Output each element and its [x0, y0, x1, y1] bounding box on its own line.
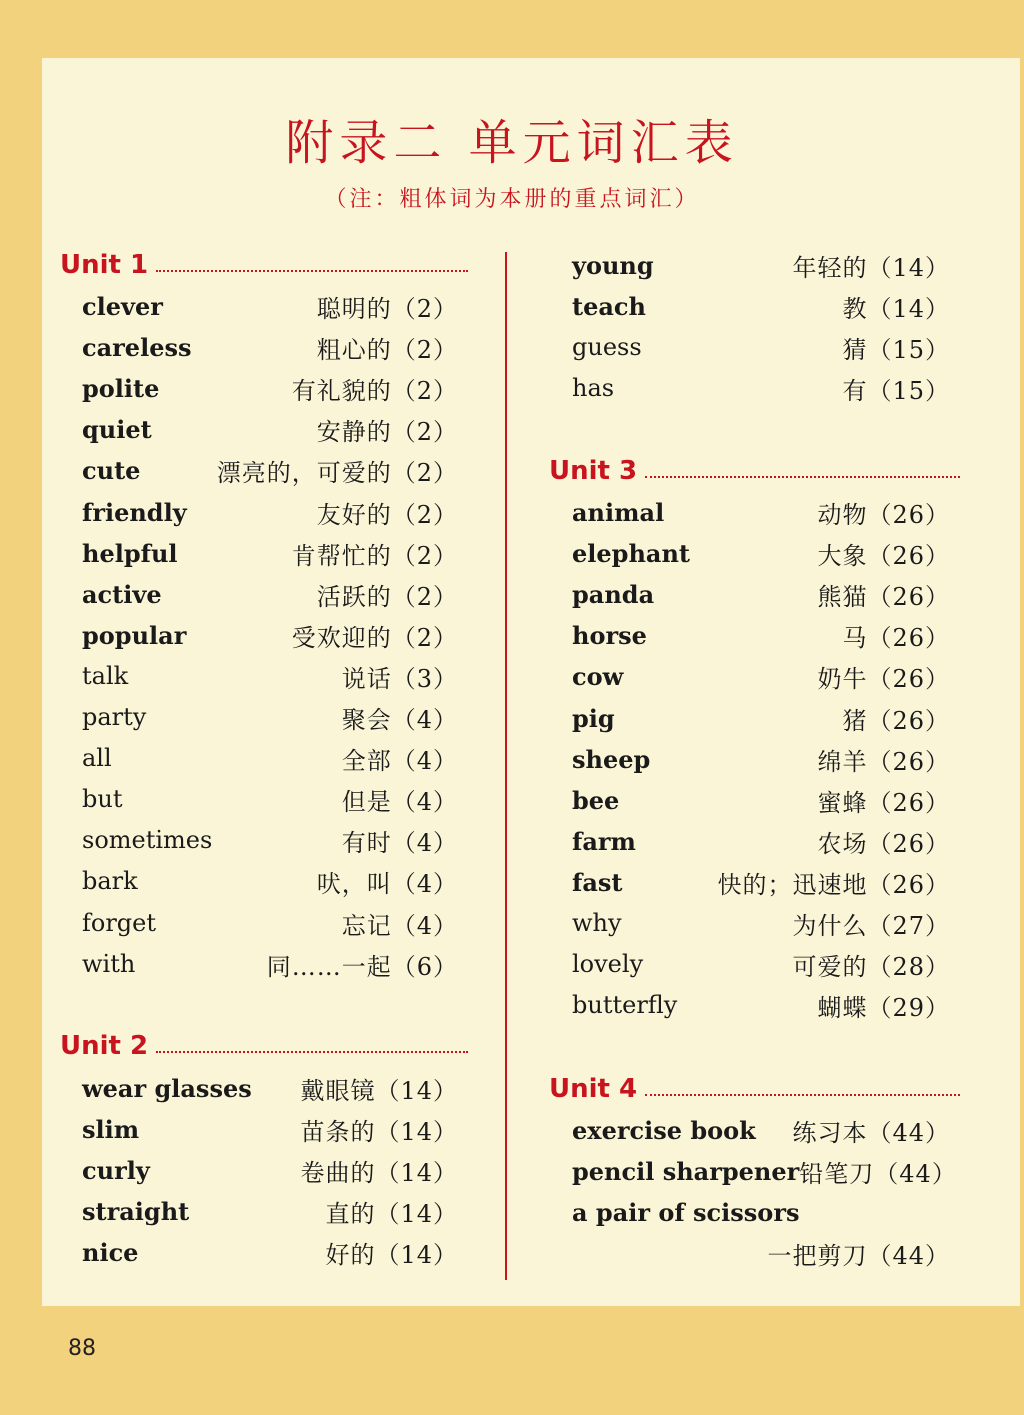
- english-word: guess: [572, 333, 642, 361]
- chinese-meaning: 农场（26）: [817, 829, 950, 858]
- chinese-meaning: 年轻的（14）: [792, 253, 950, 282]
- chinese-meaning: 大象（26）: [817, 541, 950, 570]
- vocab-row-popular: [82, 615, 458, 655]
- vocab-row-exercise-book: [572, 1110, 950, 1150]
- vocab-row-all: [82, 738, 458, 778]
- english-word: but: [82, 785, 123, 813]
- unit-label: Unit 1: [60, 250, 149, 280]
- chinese-meaning: 快的；迅速地（26）: [717, 870, 950, 899]
- chinese-meaning: 全部（4）: [341, 746, 458, 775]
- chinese-meaning: 可爱的（28）: [792, 952, 950, 981]
- vocab-row-careless: [82, 327, 458, 367]
- chinese-meaning: 为什么（27）: [792, 911, 950, 940]
- english-word: bee: [572, 785, 620, 815]
- chinese-meaning: 聚会（4）: [341, 705, 458, 734]
- vocab-row-elephant: [572, 533, 950, 573]
- vocab-row-bee: [572, 780, 950, 820]
- chinese-meaning: 活跃的（2）: [316, 582, 458, 611]
- chinese-meaning: 肯帮忙的（2）: [291, 541, 458, 570]
- chinese-meaning: 蝴蝶（29）: [817, 993, 950, 1022]
- english-word: young: [572, 250, 654, 280]
- english-word: all: [82, 744, 112, 772]
- unit-header-unit-2: [60, 1031, 468, 1061]
- vocab-row-forget: [82, 903, 458, 943]
- english-word: helpful: [82, 538, 178, 568]
- english-word: sometimes: [82, 826, 213, 854]
- chinese-meaning: 练习本（44）: [792, 1118, 950, 1147]
- vocab-row-pig: [572, 698, 950, 738]
- vocab-row-polite: [82, 368, 458, 408]
- unit-label: Unit 2: [60, 1031, 149, 1061]
- vocab-row-wear-glasses: [82, 1068, 458, 1108]
- vocab-row-continued: [572, 1233, 950, 1273]
- vocab-row-bark: [82, 861, 458, 901]
- english-word: quiet: [82, 414, 152, 444]
- english-word: horse: [572, 620, 647, 650]
- english-word: clever: [82, 291, 163, 321]
- english-word: panda: [572, 579, 655, 609]
- chinese-meaning: 熊猫（26）: [817, 582, 950, 611]
- english-word: polite: [82, 373, 160, 403]
- vocab-row-guess: [572, 327, 950, 367]
- vocab-row-teach: [572, 286, 950, 326]
- english-word: elephant: [572, 538, 690, 568]
- english-word: lovely: [572, 950, 644, 978]
- english-word: nice: [82, 1237, 139, 1267]
- english-word: friendly: [82, 497, 187, 527]
- english-word: sheep: [572, 744, 651, 774]
- vocab-row-cow: [572, 656, 950, 696]
- english-word: careless: [82, 332, 192, 362]
- unit-label: Unit 3: [549, 456, 638, 486]
- dotted-leader: [645, 476, 960, 478]
- chinese-meaning: 有时（4）: [341, 828, 458, 857]
- english-word: why: [572, 909, 622, 937]
- english-word: straight: [82, 1196, 190, 1226]
- column-divider: [505, 252, 507, 1280]
- english-word: forget: [82, 909, 157, 937]
- chinese-meaning: 但是（4）: [341, 787, 458, 816]
- english-word: exercise book: [572, 1115, 756, 1145]
- vocab-row-farm: [572, 821, 950, 861]
- vocab-row-cute: [82, 450, 458, 490]
- chinese-meaning: 一把剪刀（44）: [767, 1241, 950, 1270]
- english-word: curly: [82, 1155, 150, 1185]
- chinese-meaning: 好的（14）: [325, 1240, 458, 1269]
- chinese-meaning: 漂亮的，可爱的（2）: [216, 458, 458, 487]
- unit-header-unit-3: [549, 456, 960, 486]
- chinese-meaning: 猜（15）: [842, 335, 950, 364]
- vocab-row-animal: [572, 492, 950, 532]
- english-word: wear glasses: [82, 1073, 252, 1103]
- english-word: animal: [572, 497, 665, 527]
- vocab-row-talk: [82, 656, 458, 696]
- english-word: cute: [82, 455, 141, 485]
- vocab-row-nice: [82, 1232, 458, 1272]
- vocab-row-sometimes: [82, 820, 458, 860]
- chinese-meaning: 粗心的（2）: [316, 335, 458, 364]
- dotted-leader: [156, 270, 468, 272]
- vocab-row-friendly: [82, 492, 458, 532]
- chinese-meaning: 奶牛（26）: [817, 664, 950, 693]
- chinese-meaning: 教（14）: [842, 294, 950, 323]
- chinese-meaning: 同……一起（6）: [266, 952, 458, 981]
- vocab-row-party: [82, 697, 458, 737]
- vocab-row-clever: [82, 286, 458, 326]
- english-word: slim: [82, 1114, 140, 1144]
- chinese-meaning: 聪明的（2）: [316, 294, 458, 323]
- vocab-row-straight: [82, 1191, 458, 1231]
- chinese-meaning: 戴眼镜（14）: [300, 1076, 458, 1105]
- english-word: pig: [572, 703, 615, 733]
- page-subtitle: （注：粗体词为本册的重点词汇）: [324, 187, 700, 212]
- unit-header-unit-4: [549, 1074, 960, 1104]
- chinese-meaning: 说话（3）: [341, 664, 458, 693]
- chinese-meaning: 绵羊（26）: [817, 747, 950, 776]
- unit-header-unit-1: [60, 250, 468, 280]
- chinese-meaning: 苗条的（14）: [300, 1117, 458, 1146]
- vocab-row-lovely: [572, 944, 950, 984]
- english-word: teach: [572, 291, 646, 321]
- vocab-row-panda: [572, 574, 950, 614]
- dotted-leader: [645, 1094, 960, 1096]
- vocab-row-butterfly: [572, 985, 950, 1025]
- chinese-meaning: 马（26）: [842, 623, 950, 652]
- english-word: party: [82, 703, 147, 731]
- english-word: fast: [572, 867, 623, 897]
- chinese-meaning: 受欢迎的（2）: [291, 623, 458, 652]
- page-title: 附录二 单元词汇表: [285, 115, 739, 171]
- english-word: butterfly: [572, 991, 678, 1019]
- english-word: with: [82, 950, 136, 978]
- vocab-row-horse: [572, 615, 950, 655]
- english-word: popular: [82, 620, 187, 650]
- vocab-row-has: [572, 368, 950, 408]
- chinese-meaning: 安静的（2）: [316, 417, 458, 446]
- vocab-row-fast: [572, 862, 950, 902]
- chinese-meaning: 有（15）: [842, 376, 950, 405]
- chinese-meaning: 卷曲的（14）: [300, 1158, 458, 1187]
- english-word: a pair of scissors: [572, 1197, 800, 1227]
- dotted-leader: [156, 1051, 468, 1053]
- chinese-meaning: 直的（14）: [325, 1199, 458, 1228]
- vocab-row-with: [82, 944, 458, 984]
- english-word: talk: [82, 662, 129, 690]
- chinese-meaning: 铅笔刀（44）: [799, 1159, 957, 1188]
- vocab-row-a-pair-of-scissors: [572, 1192, 950, 1232]
- vocab-row-but: [82, 779, 458, 819]
- chinese-meaning: 蜜蜂（26）: [817, 788, 950, 817]
- vocab-row-pencil-sharpener: [572, 1151, 957, 1191]
- english-word: has: [572, 374, 615, 402]
- english-word: farm: [572, 826, 636, 856]
- vocab-row-young: [572, 245, 950, 285]
- vocab-row-sheep: [572, 739, 950, 779]
- english-word: active: [82, 579, 162, 609]
- english-word: pencil sharpener: [572, 1156, 800, 1186]
- chinese-meaning: 有礼貌的（2）: [291, 376, 458, 405]
- chinese-meaning: 忘记（4）: [341, 911, 458, 940]
- chinese-meaning: 猪（26）: [842, 706, 950, 735]
- chinese-meaning: 动物（26）: [817, 500, 950, 529]
- vocab-row-quiet: [82, 409, 458, 449]
- page-number: 88: [68, 1336, 96, 1361]
- vocab-row-active: [82, 574, 458, 614]
- chinese-meaning: 友好的（2）: [316, 500, 458, 529]
- vocab-row-curly: [82, 1150, 458, 1190]
- vocab-row-why: [572, 903, 950, 943]
- unit-label: Unit 4: [549, 1074, 638, 1104]
- english-word: bark: [82, 867, 138, 895]
- vocab-row-helpful: [82, 533, 458, 573]
- chinese-meaning: 吠，叫（4）: [316, 869, 458, 898]
- english-word: cow: [572, 661, 624, 691]
- vocab-row-slim: [82, 1109, 458, 1149]
